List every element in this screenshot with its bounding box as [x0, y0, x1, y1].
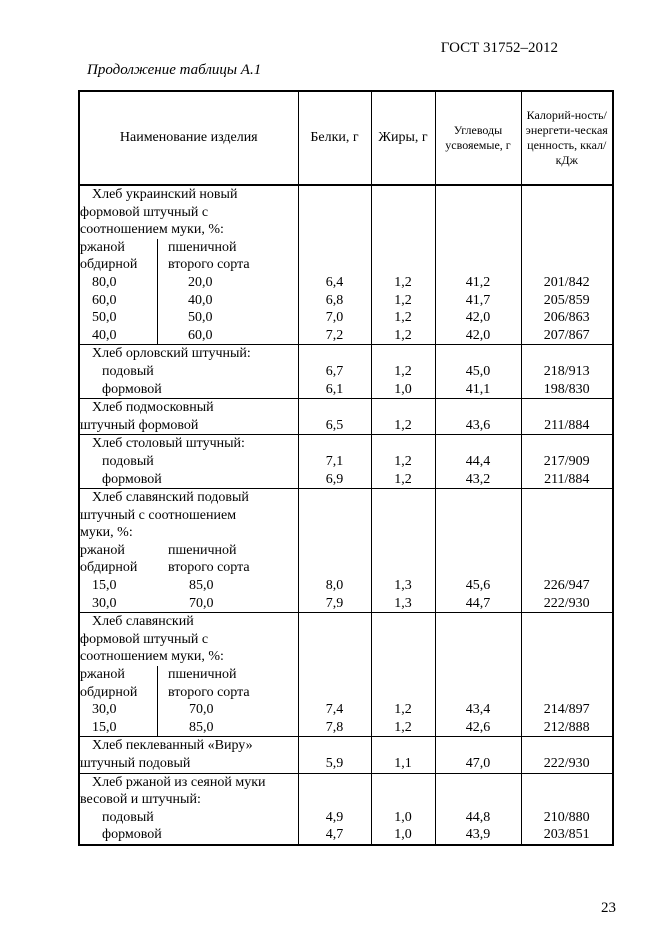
table-row	[79, 773, 613, 845]
protein-cell	[298, 185, 371, 345]
rye-percent: 40,0	[80, 327, 158, 345]
product-title-line: Хлеб пеклеванный «Виру»	[92, 738, 253, 754]
product-variant: формовой	[102, 827, 162, 843]
carbs-value: 44,7	[465, 595, 491, 611]
rye-flour-label: ржаной	[80, 239, 158, 257]
energy-cell	[521, 345, 613, 399]
energy-value: 222/930	[543, 756, 590, 771]
flour-ratio-header	[80, 666, 298, 684]
wheat-percent: 85,0	[189, 578, 214, 594]
carbs-value: 42,0	[465, 327, 491, 343]
protein-value: 6,7	[325, 363, 344, 379]
flour-ratio-header	[80, 684, 298, 702]
product-variant: подовый	[102, 453, 154, 469]
flour-ratio-header	[80, 256, 298, 274]
column-header-fat: Жиры, г	[371, 91, 435, 185]
product-title-line: штучный с соотношением	[80, 507, 237, 523]
product-title-line: Хлеб орловский штучный:	[92, 346, 251, 362]
fat-cell	[371, 489, 435, 613]
table-row	[79, 737, 613, 773]
wheat-percent: 85,0	[189, 719, 214, 735]
wheat-flour-label: пшеничной	[168, 542, 237, 558]
carbs-cell	[435, 489, 521, 613]
fat-value: 1,1	[394, 756, 412, 771]
product-variant: подовый	[102, 809, 154, 825]
rye-percent: 30,0	[92, 595, 117, 611]
rye-percent: 80,0	[80, 274, 158, 292]
fat-value: 1,3	[394, 595, 412, 611]
product-name-cell	[79, 345, 298, 399]
flour-ratio-header	[80, 239, 298, 257]
wheat-flour-label: второго сорта	[168, 560, 250, 576]
product-name-cell	[79, 737, 298, 773]
energy-value: 226/947	[543, 578, 590, 594]
energy-value: 205/859	[543, 292, 590, 308]
product-variant: подовый	[102, 363, 154, 379]
carbs-cell	[435, 773, 521, 845]
product-name-cell	[79, 613, 298, 737]
rye-percent: 50,0	[80, 309, 158, 327]
energy-value: 214/897	[543, 702, 590, 718]
carbs-value: 47,0	[465, 756, 491, 771]
energy-value: 217/909	[543, 453, 590, 469]
carbs-value: 41,2	[465, 274, 491, 290]
flour-ratio-row	[80, 274, 298, 292]
fat-cell	[371, 737, 435, 773]
energy-value: 201/842	[543, 274, 590, 290]
column-header-energy-value: Калорий-ность/ энергети-ческая ценность, ккал/кДж	[521, 91, 613, 185]
protein-value: 5,9	[325, 756, 344, 771]
product-name-cell	[79, 773, 298, 845]
fat-value: 1,2	[394, 417, 412, 433]
carbs-value: 45,0	[465, 363, 491, 379]
energy-cell	[521, 435, 613, 489]
fat-cell	[371, 773, 435, 845]
wheat-percent: 70,0	[189, 702, 214, 718]
table-header-row	[79, 91, 613, 185]
product-title-line: формовой штучный с	[80, 631, 209, 647]
energy-value: 198/830	[543, 381, 590, 397]
table-row	[79, 345, 613, 399]
protein-value: 6,9	[325, 471, 344, 487]
protein-value: 8,0	[325, 578, 344, 594]
rye-flour-label: обдирной	[80, 256, 158, 274]
fat-value: 1,2	[394, 327, 412, 343]
product-title-line: Хлеб славянский	[92, 614, 194, 630]
carbs-cell	[435, 737, 521, 773]
protein-cell	[298, 489, 371, 613]
wheat-percent: 50,0	[188, 310, 213, 326]
rye-percent: 60,0	[80, 292, 158, 310]
fat-cell	[371, 185, 435, 345]
protein-cell	[298, 737, 371, 773]
carbs-value: 44,4	[465, 453, 491, 469]
carbs-cell	[435, 435, 521, 489]
protein-cell	[298, 399, 371, 435]
wheat-flour-label: пшеничной	[168, 667, 237, 683]
carbs-value: 42,0	[465, 310, 491, 326]
flour-ratio-row	[80, 309, 298, 327]
carbs-value: 41,1	[465, 381, 491, 397]
fat-value: 1,0	[394, 809, 412, 825]
product-variant: формовой	[102, 471, 162, 487]
fat-value: 1,2	[394, 702, 412, 718]
carbs-value: 43,9	[465, 827, 491, 843]
wheat-percent: 70,0	[189, 595, 214, 611]
flour-ratio-row	[80, 577, 298, 595]
fat-value: 1,2	[394, 363, 412, 379]
fat-cell	[371, 345, 435, 399]
energy-cell	[521, 613, 613, 737]
protein-value: 7,1	[325, 453, 344, 469]
table-row	[79, 613, 613, 737]
flour-ratio-row	[80, 595, 298, 613]
fat-cell	[371, 399, 435, 435]
fat-value: 1,2	[394, 719, 412, 735]
protein-cell	[298, 773, 371, 845]
energy-cell	[521, 399, 613, 435]
energy-value: 207/867	[543, 327, 590, 343]
wheat-percent: 60,0	[188, 327, 213, 343]
carbs-value: 45,6	[465, 578, 491, 594]
carbs-cell	[435, 345, 521, 399]
product-title-line: Хлеб украинский новый	[92, 187, 238, 202]
column-header-carbohydrates: Углеводы усвояемые, г	[435, 91, 521, 185]
fat-cell	[371, 613, 435, 737]
fat-value: 1,0	[394, 381, 412, 397]
fat-value: 1,0	[394, 827, 412, 843]
table-row	[79, 435, 613, 489]
rye-flour-label: обдирной	[80, 560, 138, 576]
energy-value: 212/888	[543, 719, 590, 735]
fat-cell	[371, 435, 435, 489]
rye-flour-label: ржаной	[80, 666, 158, 684]
energy-cell	[521, 185, 613, 345]
table-row	[79, 489, 613, 613]
fat-value: 1,3	[394, 578, 412, 594]
rye-percent: 15,0	[80, 719, 158, 737]
fat-value: 1,2	[394, 292, 412, 308]
wheat-flour-label: второго сорта	[168, 684, 250, 700]
page-number: 23	[601, 900, 616, 916]
product-title-line: Хлеб ржаной из сеяной муки	[92, 774, 266, 790]
carbs-cell	[435, 185, 521, 345]
rye-percent: 30,0	[80, 701, 158, 719]
protein-value: 7,4	[325, 702, 344, 718]
nutrition-table	[78, 90, 614, 846]
product-name-cell	[79, 399, 298, 435]
rye-flour-label: ржаной	[80, 542, 125, 558]
protein-value: 6,5	[325, 417, 344, 433]
table-row	[79, 185, 613, 345]
protein-value: 6,4	[325, 274, 344, 290]
protein-value: 6,8	[325, 292, 344, 308]
carbs-value: 43,4	[465, 702, 491, 718]
energy-value: 211/884	[544, 471, 590, 487]
wheat-percent: 20,0	[188, 274, 213, 290]
product-title-line: штучный формовой	[80, 417, 199, 433]
wheat-percent: 40,0	[188, 292, 213, 308]
energy-value: 210/880	[543, 809, 590, 825]
flour-ratio-header	[80, 559, 298, 577]
protein-cell	[298, 435, 371, 489]
column-header-product-name: Наименование изделия	[79, 91, 298, 185]
table-caption: Продолжение таблицы А.1	[87, 62, 262, 78]
product-title-line: соотношением муки, %:	[80, 222, 224, 238]
column-header-protein: Белки, г	[298, 91, 371, 185]
carbs-value: 43,6	[465, 417, 491, 433]
energy-value: 218/913	[543, 363, 590, 379]
flour-ratio-row	[80, 292, 298, 310]
document-code: ГОСТ 31752–2012	[440, 40, 558, 56]
flour-ratio-row	[80, 701, 298, 719]
wheat-flour-label: второго сорта	[168, 257, 250, 273]
product-name-cell	[79, 489, 298, 613]
product-title-line: Хлеб подмосковный	[92, 400, 214, 416]
flour-ratio-row	[80, 327, 298, 345]
energy-value: 211/884	[544, 417, 590, 433]
product-title-line: весовой и штучный:	[80, 792, 201, 808]
energy-value: 206/863	[543, 310, 590, 326]
fat-value: 1,2	[394, 274, 412, 290]
protein-value: 7,9	[325, 595, 344, 611]
fat-value: 1,2	[394, 453, 412, 469]
rye-percent: 15,0	[92, 578, 117, 594]
product-title-line: Хлеб славянский подовый	[92, 490, 249, 506]
wheat-flour-label: пшеничной	[168, 239, 237, 255]
product-title-line: Хлеб столовый штучный:	[92, 436, 245, 452]
protein-value: 7,0	[325, 310, 344, 326]
protein-cell	[298, 613, 371, 737]
protein-value: 6,1	[325, 381, 344, 397]
protein-value: 4,7	[325, 827, 344, 843]
rye-flour-label: обдирной	[80, 684, 158, 702]
carbs-value: 42,6	[465, 719, 491, 735]
product-title-line: соотношением муки, %:	[80, 649, 224, 665]
protein-value: 4,9	[325, 809, 344, 825]
energy-cell	[521, 489, 613, 613]
energy-value: 222/930	[543, 595, 590, 611]
carbs-value: 44,8	[465, 809, 491, 825]
product-name-cell	[79, 185, 298, 345]
energy-cell	[521, 737, 613, 773]
protein-value: 7,8	[325, 719, 344, 735]
carbs-value: 43,2	[465, 471, 491, 487]
carbs-cell	[435, 399, 521, 435]
product-title-line: штучный подовый	[80, 756, 191, 771]
energy-value: 203/851	[543, 827, 590, 843]
protein-value: 7,2	[325, 327, 344, 343]
energy-cell	[521, 773, 613, 845]
product-variant: формовой	[102, 381, 162, 397]
product-title-line: муки, %:	[80, 525, 133, 541]
flour-ratio-row	[80, 719, 298, 737]
product-name-cell	[79, 435, 298, 489]
protein-cell	[298, 345, 371, 399]
table-row	[79, 399, 613, 435]
fat-value: 1,2	[394, 471, 412, 487]
product-title-line: формовой штучный с	[80, 204, 209, 220]
carbs-cell	[435, 613, 521, 737]
carbs-value: 41,7	[465, 292, 491, 308]
flour-ratio-header	[80, 542, 298, 560]
fat-value: 1,2	[394, 310, 412, 326]
